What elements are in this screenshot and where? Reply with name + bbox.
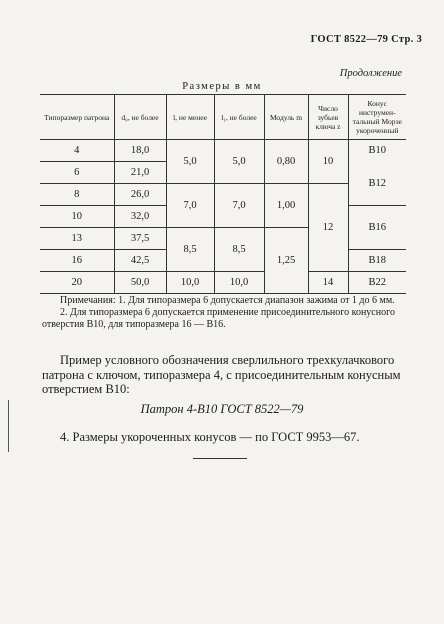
- cell-size: 10: [40, 206, 114, 228]
- cell-l: 10,0: [166, 272, 214, 294]
- cell-size: 13: [40, 228, 114, 250]
- cell-d0: 42,5: [114, 250, 166, 272]
- cell-d0: 50,0: [114, 272, 166, 294]
- cell-d0: 18,0: [114, 140, 166, 162]
- cell-cone: B12: [348, 162, 406, 206]
- table-row: [40, 272, 406, 294]
- cell-cone: B10: [348, 140, 406, 162]
- cell-cone: B22: [348, 272, 406, 294]
- end-rule: [193, 458, 247, 459]
- cell-module: 1,25: [264, 228, 308, 294]
- units-caption: Размеры в мм: [182, 81, 262, 92]
- cell-size: 20: [40, 272, 114, 294]
- cell-l: 7,0: [166, 184, 214, 228]
- cell-size: 4: [40, 140, 114, 162]
- cell-d0: 32,0: [114, 206, 166, 228]
- designation-example: Пример условного обозначения сверлильного трехкулачкового патрона с ключом, типоразмера 4, с присоединительным конусным отверстием B10:: [42, 353, 401, 396]
- col-header-l1: l₁, не более: [214, 95, 264, 140]
- designation-formula: Патрон 4-B10 ГОСТ 8522—79: [140, 402, 304, 416]
- cell-cone: B18: [348, 250, 406, 272]
- col-header-d0: d₀, не более: [114, 95, 166, 140]
- cell-d0: 21,0: [114, 162, 166, 184]
- cell-teeth: 10: [308, 140, 348, 184]
- cell-l1: 5,0: [214, 140, 264, 184]
- margin-mark: [8, 400, 9, 452]
- cell-d0: 26,0: [114, 184, 166, 206]
- table-header-row: [40, 95, 406, 140]
- table-notes: [42, 295, 422, 331]
- note-1: Примечания: 1. Для типоразмера 6 допускается диапазон зажима от 1 до 6 мм.: [60, 295, 395, 306]
- cell-size: 16: [40, 250, 114, 272]
- col-header-l: l, не менее: [166, 95, 214, 140]
- col-header-size: Типоразмер патрона: [40, 95, 114, 140]
- col-header-cone: Конус инструмен-тальный Морзе укороченный: [348, 95, 406, 140]
- dimensions-table: [40, 94, 406, 294]
- note-2: 2. Для типоразмера 6 допускается применение присоединительного конусного отверстия B10, для типоразмера 16 — B16.: [42, 307, 395, 330]
- cell-cone: B16: [348, 206, 406, 250]
- cell-teeth: 14: [308, 272, 348, 294]
- cell-l: 8,5: [166, 228, 214, 272]
- col-header-teeth: Число зубьев ключа z: [308, 95, 348, 140]
- cell-size: 6: [40, 162, 114, 184]
- cell-module: 0,80: [264, 140, 308, 184]
- page-header: ГОСТ 8522—79 Стр. 3: [310, 34, 422, 45]
- table-row: [40, 140, 406, 162]
- clause-4: 4. Размеры укороченных конусов — по ГОСТ 9953—67.: [60, 430, 360, 444]
- cell-l1: 8,5: [214, 228, 264, 272]
- cell-l: 5,0: [166, 140, 214, 184]
- cell-size: 8: [40, 184, 114, 206]
- continued-label: Продолжение: [339, 68, 402, 79]
- cell-teeth: 12: [308, 184, 348, 272]
- cell-l1: 10,0: [214, 272, 264, 294]
- cell-l1: 7,0: [214, 184, 264, 228]
- cell-module: 1,00: [264, 184, 308, 228]
- col-header-module: Модуль m: [264, 95, 308, 140]
- cell-d0: 37,5: [114, 228, 166, 250]
